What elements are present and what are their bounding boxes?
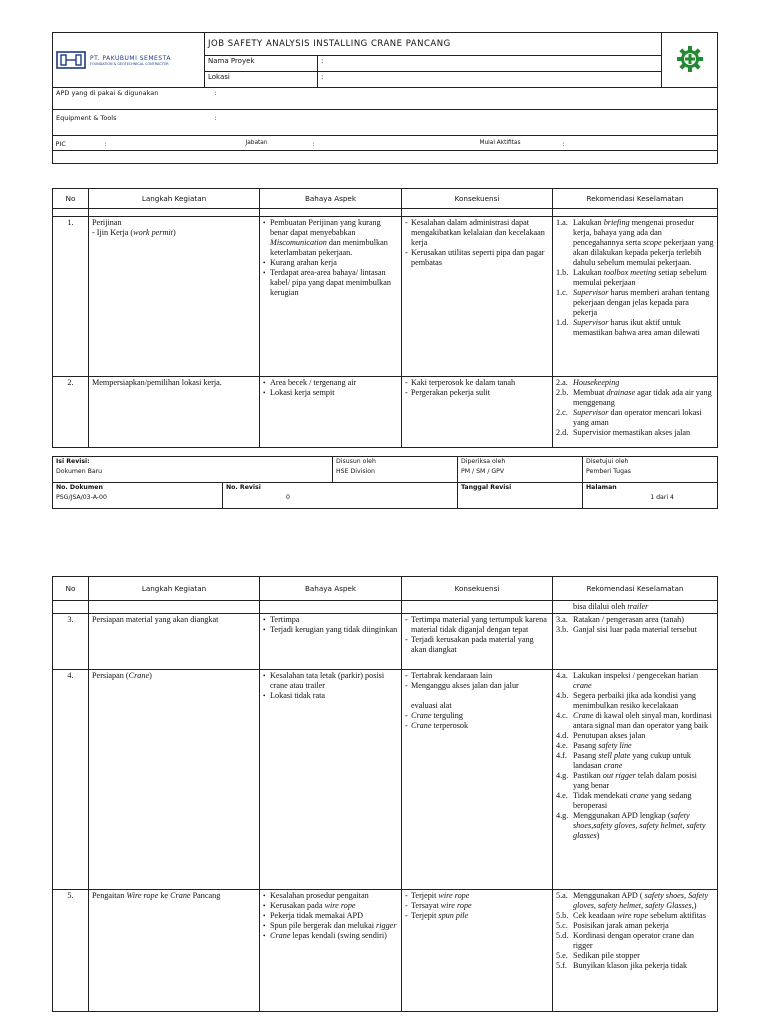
page-value: 1 dari 4 — [650, 494, 674, 501]
equipment-label: Equipment & Tools — [56, 114, 117, 122]
k3-logo-cell — [662, 33, 718, 88]
recommendation-item: 2.b. Membuat drainase agar tidak ada air yang menggenang — [556, 388, 712, 407]
recommendation-cell — [553, 377, 718, 448]
approved-value: Pemberi Tugas — [586, 468, 632, 475]
col-konsekuensi: Konsekuensi — [402, 577, 553, 601]
approved-label: Disetujui oleh — [586, 458, 629, 465]
recommendation-item: 5.f. Bunyikan klason jika pekerja tidak — [556, 961, 688, 970]
recommendation-item: 2.c. Supervisor dan operator mencari lokasi yang aman — [556, 408, 702, 427]
row-number: 4. — [53, 670, 89, 890]
consequence-item: - Tertabrak kendaraan lain — [405, 671, 549, 681]
recommendation-item: 4.b. Segera perbaiki jika ada kondisi yang menimbulkan resiko kecelakaan — [556, 691, 697, 710]
consequence-item: - Terjepit spun pile — [405, 911, 549, 921]
doc-number-value: PSG/JSA/03-A-00 — [56, 494, 107, 501]
approved-by-cell — [583, 457, 718, 483]
table-row — [53, 377, 718, 448]
recommendation-item: 4.c. Crane di kawal oleh sinyal man, kordinasi antara signal man dan operator yang baik — [556, 711, 712, 730]
step-cell: Persiapan (Crane) — [89, 670, 260, 890]
consequence-cell — [402, 377, 553, 448]
col-bahaya: Bahaya Aspek — [260, 189, 402, 209]
equipment-row — [53, 110, 718, 136]
recommendation-item: 4.f. Pasang stell plate yang cukup untuk landasan crane — [556, 751, 692, 770]
recommendation-item: 5.d. Kordinasi dengan operator crane dan rigger — [556, 931, 694, 950]
recommendation-item: 4.d. Penutupan akses jalan — [556, 731, 646, 740]
pic-label: PIC — [55, 140, 66, 148]
recommendation-item: 3.a. Ratakan / pengerasan area (tanah) — [556, 615, 684, 624]
revision-date-cell — [458, 483, 583, 509]
project-label: Nama Proyek — [205, 56, 318, 72]
col-langkah: Langkah Kegiatan — [89, 577, 260, 601]
recommendation-item: 5.b. Cek keadaan wire rope sebelum aktifitas — [556, 911, 706, 920]
table-row — [53, 670, 718, 890]
col-rekomendasi: Rekomendasi Keselamatan — [553, 577, 718, 601]
recommendation-cell — [553, 670, 718, 890]
company-logo-cell — [53, 33, 205, 88]
project-value: : — [318, 56, 662, 72]
checked-label: Diperiksa oleh — [461, 458, 506, 465]
page-label: Halaman — [586, 484, 617, 491]
jsa-table-page1 — [52, 188, 718, 448]
hazard-item: • Tertimpa — [263, 615, 398, 625]
apd-row — [53, 88, 718, 110]
consequence-cell — [402, 614, 553, 670]
page-cell — [583, 483, 718, 509]
revision-date-label: Tanggal Revisi — [461, 484, 512, 491]
jabatan-colon: : — [312, 140, 315, 148]
recommendation-item: 4.e. Pasang safety line — [556, 741, 632, 750]
consequence-item: - Kaki terperosok ke dalam tanah — [405, 378, 549, 388]
hazard-cell — [260, 890, 402, 1012]
apd-colon: : — [214, 89, 217, 97]
hazard-item: • Crane lepas kendali (swing sendiri) — [263, 931, 398, 941]
recommendation-item: 1.a. Lakukan briefing mengenai prosedur kerja, bahaya yang ada dan pencegahannya serta scope pekerjaan yang akan dilakukan kepada pekerja terlebih dahulu sebelum memulai pekerjaan. — [556, 218, 714, 267]
consequence-item: - Terjepit wire rope — [405, 891, 549, 901]
revision-value: Dokumen Baru — [56, 468, 103, 475]
consequence-cell — [402, 217, 553, 377]
hazard-item: • Kerusakan pada wire rope — [263, 901, 398, 911]
recommendation-item: 1.d. Supervisor harus ikut aktif untuk memastikan bahwa area aman dilewati — [556, 318, 700, 337]
hazard-item: • Lokasi kerja sempit — [263, 388, 398, 398]
table-row — [53, 217, 718, 377]
mulai-colon: : — [562, 140, 565, 148]
hazard-item: • Kesalahan tata letak (parkir) posisi crane atau trailer — [263, 671, 398, 691]
step-italic: work permit — [133, 228, 173, 237]
step-text: ) — [172, 228, 176, 237]
pic-row — [53, 136, 718, 164]
col-konsekuensi: Konsekuensi — [402, 189, 553, 209]
checked-value: PM / SM / GPV — [461, 468, 505, 475]
col-rekomendasi: Rekomendasi Keselamatan — [553, 189, 718, 209]
row-number: 5. — [53, 890, 89, 1012]
revision-number-cell — [223, 483, 458, 509]
recommendation-cell — [553, 890, 718, 1012]
step-text: - Ijin Kerja ( — [92, 228, 134, 237]
hazard-cell — [260, 217, 402, 377]
hazard-item: • Pekerja tidak memakai APD — [263, 911, 398, 921]
recommendation-item: 5.e. Sedikan pile stopper — [556, 951, 640, 960]
prepared-label: Disusun oleh — [336, 458, 376, 465]
consequence-item: - Tersayat wire rope — [405, 901, 549, 911]
pic-divider — [53, 150, 718, 151]
hazard-item: • Terdapat area-area bahaya/ lintasan kabel/ pipa yang dapat menimbulkan kerugian — [263, 268, 398, 298]
consequence-item: - Pergerakan pekerja sulit — [405, 388, 549, 398]
revision-number-value: 0 — [286, 494, 290, 501]
step-text: Perijinan — [92, 218, 122, 227]
consequence-text: evaluasi alat — [411, 701, 452, 710]
recommendation-item: 2.a. Housekeeping — [556, 378, 620, 387]
consequence-item: - Menganggu akses jalan dan jalur — [405, 681, 549, 691]
location-label: Lokasi — [205, 72, 318, 88]
hazard-item: • Pembuatan Perijinan yang kurang benar dapat menyebabkan Miscomunication dan menimbulkan keterlambatan pekerjaan. — [263, 218, 398, 258]
location-value: : — [318, 72, 662, 88]
consequence-cell — [402, 890, 553, 1012]
recommendation-item: 4.g. Pastikan out rigger telah dalam posisi yang benar — [556, 771, 697, 790]
col-no: No — [53, 189, 89, 209]
jsa-header-table — [52, 32, 718, 164]
jabatan-label: Jabatan — [245, 140, 268, 146]
table-row — [53, 890, 718, 1012]
step-cell: Pengaitan Wire rope ke Crane Pancang — [89, 890, 260, 1012]
step-cell: Mempersiapkan/pemilihan lokasi kerja. — [89, 377, 260, 448]
step-cell: Persiapan material yang akan diangkat — [89, 614, 260, 670]
hazard-item: • Area becek / tergenang air — [263, 378, 398, 388]
continuation-text: bisa dilalui oleh trailer — [553, 601, 718, 614]
continuation-row — [53, 601, 718, 614]
revision-number-label: No. Revisi — [226, 484, 261, 491]
recommendation-item: 4.e. Tidak mendekati crane yang sedang beroperasi — [556, 791, 692, 810]
recommendation-item: 5.a. Menggunakan APD ( safety shoes, Safety gloves, safety helmet, safety Glasses,) — [556, 891, 709, 910]
hazard-cell — [260, 377, 402, 448]
revision-content-cell — [53, 457, 333, 483]
col-no: No — [53, 577, 89, 601]
checked-by-cell — [458, 457, 583, 483]
recommendation-cell — [553, 217, 718, 377]
document-title: JOB SAFETY ANALYSIS INSTALLING CRANE PANCANG — [205, 33, 662, 56]
recommendation-item: 5.c. Posisikan jarak aman pekerja — [556, 921, 669, 930]
company-name: PT. PAKUBUMI SEMESTA — [90, 54, 171, 62]
document-footer — [52, 456, 718, 509]
apd-label: APD yang di pakai & digunakan — [56, 89, 159, 97]
step-cell — [89, 217, 260, 377]
col-langkah: Langkah Kegiatan — [89, 189, 260, 209]
doc-number-label: No. Dokumen — [56, 484, 103, 491]
doc-number-cell — [53, 483, 223, 509]
pakubumi-logo-icon — [56, 50, 86, 70]
consequence-item: - Terjadi kerusakan pada material yang akan diangkat — [405, 635, 549, 655]
hazard-item: • Spun pile bergerak dan melukai rigger — [263, 921, 398, 931]
recommendation-item: 4.g. Menggunakan APD lengkap (safety shoes,safety gloves, safety helmet, safety glasses) — [556, 811, 706, 840]
hazard-item: • Lokasi tidak rata — [263, 691, 398, 701]
jsa-table-page2 — [52, 576, 718, 1012]
hazard-cell — [260, 614, 402, 670]
k3-safety-gear-icon — [676, 45, 704, 73]
table-header-row — [53, 189, 718, 209]
consequence-item: - Tertimpa material yang tertumpuk karena material tidak diganjal dengan tepat — [405, 615, 549, 635]
recommendation-item: 2.d. Supervisior memastikan akses jalan — [556, 428, 691, 437]
row-number: 2. — [53, 377, 89, 448]
row-number: 1. — [53, 217, 89, 377]
prepared-value: HSE Division — [336, 468, 375, 475]
hazard-item: • Kurang arahan kerja — [263, 258, 398, 268]
consequence-item: - Kerusakan utilitas seperti pipa dan pagar pembatas — [405, 248, 549, 268]
company-subtitle: FOUNDATION & GEOTECHNICAL CONTRACTOR — [90, 61, 169, 66]
mulai-label: Mulai Aktifitas — [479, 140, 521, 146]
recommendation-item: 1.c. Supervisor harus memberi arahan tentang pekerjaan dengan jelas kepada para pekerja — [556, 288, 710, 317]
recommendation-item: 4.a. Lakukan inspeksi / pengecekan harian crane — [556, 671, 699, 690]
hazard-item: • Kesalahan prosedur pengaitan — [263, 891, 398, 901]
consequence-cell — [402, 670, 553, 890]
table-row — [53, 614, 718, 670]
recommendation-item: 1.b. Lakukan toolbox meeting setiap sebelum memulai pekerjaan — [556, 268, 707, 287]
consequence-item: - Crane terperosok — [405, 721, 549, 731]
revision-label: Isi Revisi: — [56, 458, 90, 465]
hazard-item: • Terjadi kerugian yang tidak diinginkan — [263, 625, 398, 635]
row-number: 3. — [53, 614, 89, 670]
col-bahaya: Bahaya Aspek — [260, 577, 402, 601]
equipment-colon: : — [214, 114, 217, 122]
consequence-item: - Kesalahan dalam administrasi dapat mengakibatkan kelalaian dan kecelakaan kerja — [405, 218, 549, 248]
hazard-cell — [260, 670, 402, 890]
recommendation-cell — [553, 614, 718, 670]
table-header-row — [53, 577, 718, 601]
recommendation-item: 3.b. Ganjal sisi luar pada material tersebut — [556, 625, 697, 634]
pic-colon: : — [104, 140, 107, 148]
consequence-item: - Crane terguling — [405, 711, 549, 721]
prepared-by-cell — [333, 457, 458, 483]
